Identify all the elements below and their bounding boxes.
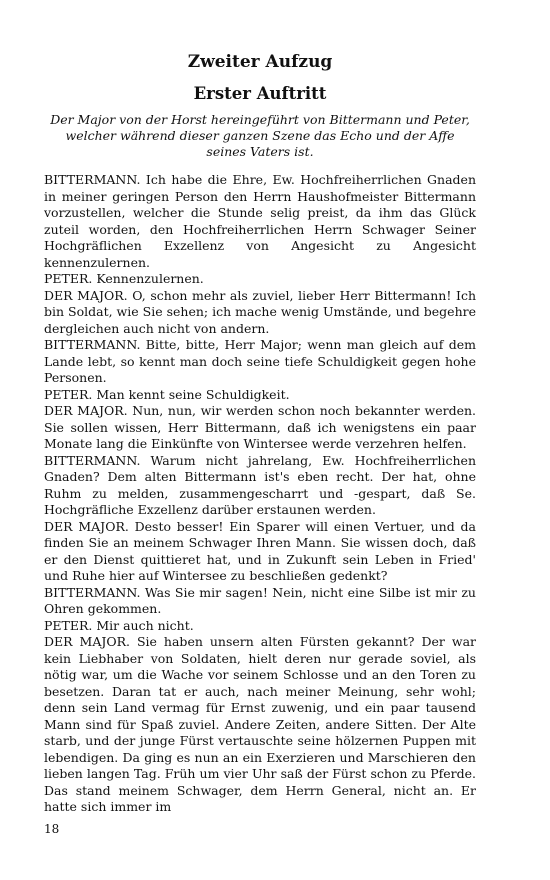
dialogue-body xyxy=(44,172,476,816)
stage-direction: Der Major von der Horst hereingeführt von Bittermann und Peter, welcher während dieser ganzen Szene das Echo und der Affe seines Vaters ist. xyxy=(50,112,470,159)
dialogue-paragraph: BITTERMANN. Bitte, bitte, Herr Major; wenn man gleich auf dem Lande lebt, so kennt man doch seine tiefe Schuldigkeit gegen hohe Personen. xyxy=(44,337,476,385)
dialogue-paragraph: PETER. Mir auch nicht. xyxy=(44,617,194,633)
dialogue-paragraph: PETER. Kennenzulernen. xyxy=(44,271,204,286)
dialogue-paragraph: DER MAJOR. Desto besser! Ein Sparer will einen Vertuer, und da finden Sie an meinem Schwager Ihren Mann. Sie wissen doch, daß er den Dienst quittieret hat, und in Zukunft sein Leben in Fried' und Ruhe hier auf Wintersee zu beschließen gedenkt? xyxy=(44,518,476,583)
dialogue-paragraph: DER MAJOR. Sie haben unsern alten Fürsten gekannt? Der war kein Liebhaber von Soldaten, hielt deren nur gerade soviel, als nötig war, um die Wache vor seinem Schlosse und an den Toren zu besetzen. Daran tat er auch, nach meiner Meinung, sehr wohl; denn sein Land vermag für Ernst zuwenig, und ein paar tausend Mann sind für Spaß zuviel. Andere Zeiten, andere Sitten. Der Alte starb, und der junge Fürst vertauschte seine hölzernen Puppen mit lebendigen. Da ging es nun an ein Exerzieren und Marschieren den lieben langen Tag. Früh um vier Uhr saß der Fürst schon zu Pferde. Das stand meinem Schwager, dem Herrn General, nicht an. Er hatte sich immer im xyxy=(44,634,476,814)
dialogue-paragraph: BITTERMANN. Was Sie mir sagen! Nein, nicht eine Silbe ist mir zu Ohren gekommen. xyxy=(44,584,476,616)
scene-title: Erster Auftritt xyxy=(193,84,327,103)
dialogue-paragraph: DER MAJOR. Nun, nun, wir werden schon noch bekannter werden. Sie sollen wissen, Herr Bittermann, daß ich wenigstens ein paar Monate lang die Einkünfte von Wintersee werde verzehren helfen. xyxy=(44,403,476,451)
book-page xyxy=(44,52,476,816)
dialogue-paragraph: BITTERMANN. Warum nicht jahrelang, Ew. Hochfreiherrlichen Gnaden? Dem alten Bittermann ist's eben recht. Der hat, ohne Ruhm zu melden, zusammengescharrt und -gespart, daß Se. Hochgräfliche Exzellenz darüber erstaunen werden. xyxy=(44,452,476,517)
act-title: Zweiter Aufzug xyxy=(187,52,333,72)
dialogue-paragraph: PETER. Man kennt seine Schuldigkeit. xyxy=(44,386,290,402)
dialogue-paragraph: BITTERMANN. Ich habe die Ehre, Ew. Hochfreiherrlichen Gnaden in meiner geringen Person den Herrn Haushofmeister Bittermann vorzustellen, welcher die Stunde selig preist, da ihm das Glück zuteil worden, den Hochfreiherrlichen Herrn Schwager Seiner Hochgräflichen Exzellenz von Angesicht zu Angesicht kennenzulernen. xyxy=(44,172,476,270)
dialogue-paragraph: DER MAJOR. O, schon mehr als zuviel, lieber Herr Bittermann! Ich bin Soldat, wie Sie sehen; ich mache wenig Umstände, und begehre dergleichen auch nicht von andern. xyxy=(44,287,476,336)
page-number: 18 xyxy=(44,822,60,836)
